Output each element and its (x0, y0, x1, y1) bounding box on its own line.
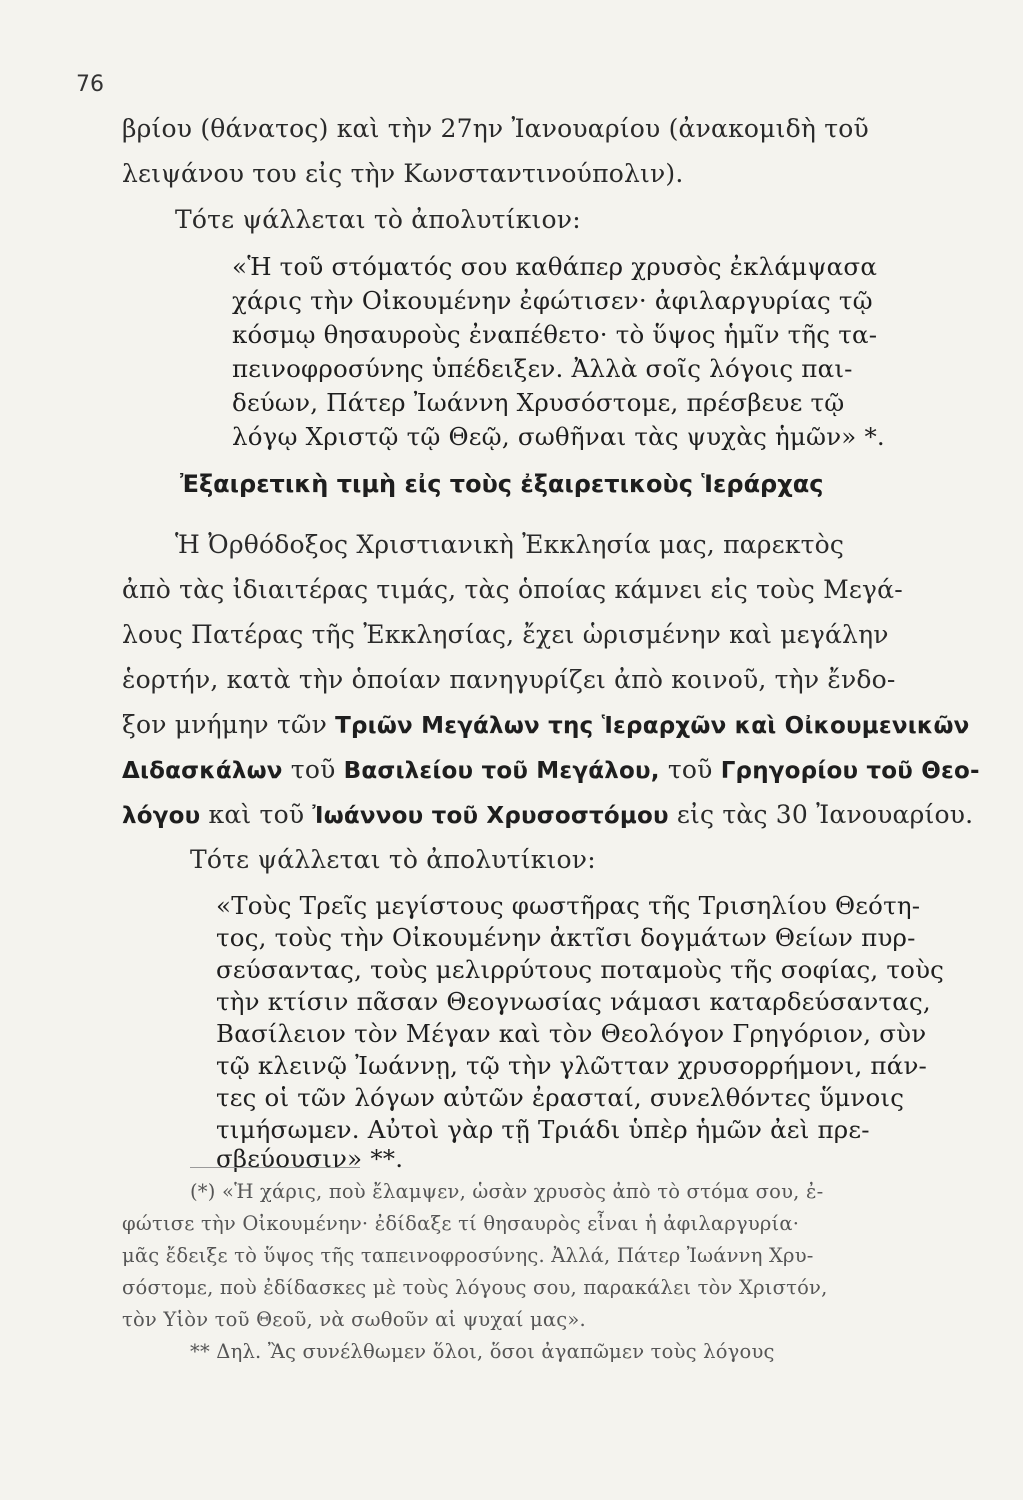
footnote-line: σόστομε, ποὺ ἐδίδασκες μὲ τοὺς λόγους σου, παρακάλει τὸν Χριστόν, (122, 1276, 828, 1299)
bold-segment: Γρηγορίου τοῦ Θεο- (720, 758, 980, 784)
text-line: ἀπὸ τὰς ἰδιαιτέρας τιμάς, τὰς ὁποίας κάμνει εἰς τοὺς Μεγά- (122, 575, 903, 604)
text-segment: τοῦ (282, 755, 344, 784)
hymn-line: λόγῳ Χριστῷ τῷ Θεῷ, σωθῆναι τὰς ψυχὰς ἡμῶν» *. (232, 422, 885, 451)
text-line: Ἡ Ὀρθόδοξος Χριστιανικὴ Ἐκκλησία μας, παρεκτὸς (175, 530, 845, 559)
text-line: λειψάνου του εἰς τὴν Κωνσταντινούπολιν). (122, 159, 684, 188)
text-line: Τότε ψάλλεται τὸ ἀπολυτίκιον: (190, 845, 596, 874)
section-heading: Ἐξαιρετικὴ τιμὴ εἰς τοὺς ἐξαιρετικοὺς Ἱεράρχας (180, 470, 824, 498)
hymn-line: τος, τοὺς τὴν Οἰκουμένην ἀκτῖσι δογμάτων Θείων πυρ- (216, 923, 916, 952)
text-segment: τοῦ (659, 755, 721, 784)
footnote-line: (*) «Ἡ χάρις, ποὺ ἔλαμψεν, ὡσὰν χρυσὸς ἀπὸ τὸ στόμα σου, ἐ- (190, 1180, 824, 1203)
footnote-line: φώτισε τὴν Οἰκουμένην· ἐδίδαξε τί θησαυρὸς εἶναι ἡ ἀφιλαργυρία· (122, 1212, 800, 1235)
hymn-line: τὴν κτίσιν πᾶσαν Θεογνωσίας νάμασι καταρδεύσαντας, (216, 987, 931, 1016)
text-segment: καὶ τοῦ (200, 800, 313, 829)
bold-segment: Ἰωάννου τοῦ Χρυσοστόμου (312, 803, 669, 829)
bold-segment: Βασιλείου τοῦ Μεγάλου, (343, 758, 660, 784)
hymn-line: δεύων, Πάτερ Ἰωάννη Χρυσόστομε, πρέσβευε τῷ (232, 388, 845, 417)
text-segment: εἰς τὰς 30 Ἰανουαρίου. (668, 800, 974, 829)
footnote-line: τὸν Υἱὸν τοῦ Θεοῦ, νὰ σωθοῦν αἱ ψυχαί μας». (122, 1308, 586, 1331)
hymn-line: τῷ κλεινῷ Ἰωάννῃ, τῷ τὴν γλῶτταν χρυσορρήμονι, πάν- (216, 1051, 928, 1080)
hymn-line: σεύσαντας, τοὺς μελιρρύτους ποταμοὺς τῆς σοφίας, τοὺς (216, 955, 945, 984)
bold-segment: λόγου (122, 803, 201, 829)
hymn-line: «Τοὺς Τρεῖς μεγίστους φωστῆρας τῆς Τρισηλίου Θεότη- (216, 891, 921, 920)
text-line: ἑορτήν, κατὰ τὴν ὁποίαν πανηγυρίζει ἀπὸ κοινοῦ, τὴν ἔνδο- (122, 665, 896, 694)
footnote-line: μᾶς ἔδειξε τὸ ὕψος τῆς ταπεινοφροσύνης. Ἀλλά, Πάτερ Ἰωάννη Χρυ- (122, 1244, 814, 1267)
bold-segment: Τριῶν Μεγάλων της Ἱεραρχῶν καὶ Οἰκουμενικῶν (335, 713, 970, 739)
hymn-line: κόσμῳ θησαυροὺς ἐναπέθετο· τὸ ὕψος ἡμῖν τῆς τα- (232, 320, 878, 349)
text-line (122, 753, 980, 788)
text-line: βρίου (θάνατος) καὶ τὴν 27ην Ἰανουαρίου (ἀνακομιδὴ τοῦ (122, 114, 869, 143)
hymn-line: τιμήσωμεν. Αὐτοὶ γὰρ τῇ Τριάδι ὑπὲρ ἡμῶν ἀεὶ πρε- (216, 1115, 870, 1144)
text-line (122, 708, 970, 743)
hymn-line: χάρις τὴν Οἰκουμένην ἐφώτισεν· ἀφιλαργυρίας τῷ (232, 286, 873, 315)
hymn-line: τες οἱ τῶν λόγων αὐτῶν ἐρασταί, συνελθόντες ὕμνοις (216, 1083, 905, 1112)
hymn-line: «Ἡ τοῦ στόματός σου καθάπερ χρυσὸς ἐκλάμψασα (232, 252, 878, 281)
text-line (122, 798, 973, 833)
footnote-line: ** Δηλ. Ἂς συνέλθωμεν ὅλοι, ὅσοι ἀγαπῶμεν τοὺς λόγους (190, 1340, 775, 1363)
bold-segment: Διδασκάλων (122, 758, 283, 784)
hymn-line: Βασίλειον τὸν Μέγαν καὶ τὸν Θεολόγον Γρηγόριον, σὺν (216, 1019, 927, 1048)
hymn-line: πεινοφροσύνης ὑπέδειξεν. Ἀλλὰ σοῖς λόγοις παι- (232, 354, 853, 383)
footnote-divider (190, 1167, 360, 1168)
text-line: Τότε ψάλλεται τὸ ἀπολυτίκιον: (175, 205, 581, 234)
hymn-line: σβεύουσιν» **. (216, 1144, 404, 1173)
text-segment: ξον μνήμην τῶν (122, 710, 336, 739)
text-line: λους Πατέρας τῆς Ἐκκλησίας, ἔχει ὡρισμένην καὶ μεγάλην (122, 620, 889, 649)
page-number: 76 (76, 72, 104, 97)
